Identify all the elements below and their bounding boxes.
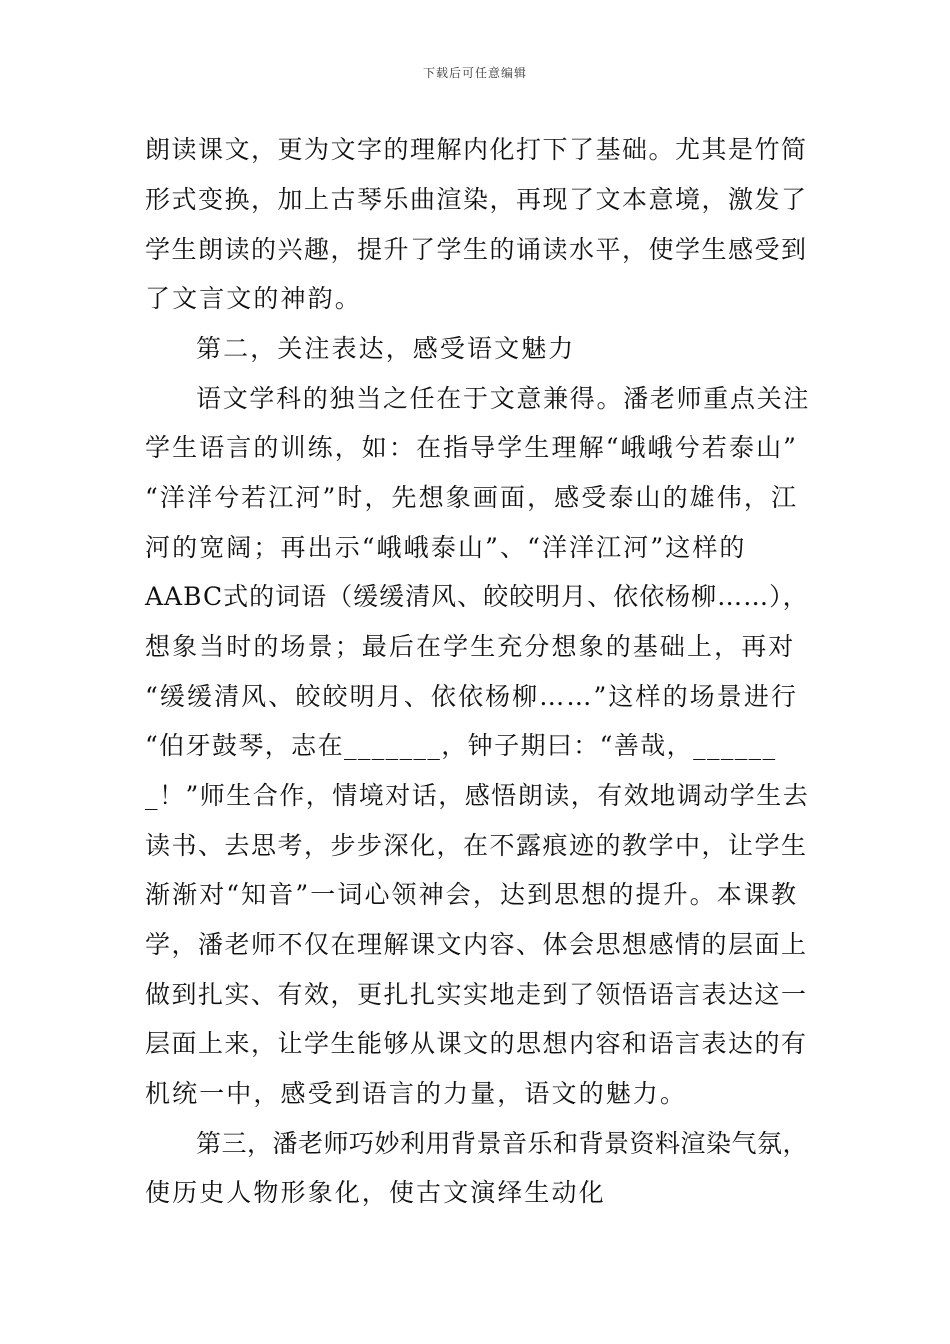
text-line: AABC式的词语（缓缓清风、皎皎明月、依依杨柳……）， — [145, 582, 809, 611]
section-heading-2: 第二，关注表达，感受语文魅力 — [196, 334, 576, 363]
text-line: “伯牙鼓琴，志在_______，钟子期曰：“善哉，______ — [145, 731, 777, 760]
text-line: 渐渐对“知音”一词心领神会，达到思想的提升。本课教 — [145, 880, 799, 909]
text-line: 想象当时的场景；最后在学生充分想象的基础上，再对 — [145, 632, 796, 661]
text-line: 学生语言的训练，如：在指导学生理解“峨峨兮若泰山” — [145, 433, 799, 462]
text-line: 朗读课文，更为文字的理解内化打下了基础。尤其是竹简 — [145, 135, 808, 164]
text-line: 做到扎实、有效，更扎扎实实地走到了领悟语言表达这一 — [145, 980, 808, 1009]
text-line: _！”师生合作，情境对话，感悟朗读，有效地调动学生去 — [145, 781, 810, 810]
text-line: “洋洋兮若江河”时，先想象画面，感受泰山的雄伟，江 — [145, 483, 799, 512]
text-line: 读书、去思考，步步深化，在不露痕迹的教学中，让学生 — [145, 831, 808, 860]
page-header: 下载后可任意编辑 — [422, 66, 527, 80]
text-line: 学生朗读的兴趣，提升了学生的诵读水平，使学生感受到 — [145, 235, 808, 264]
text-line: 使历史人物形象化，使古文演绎生动化 — [145, 1178, 606, 1207]
text-line: 了文言文的神韵。 — [145, 284, 362, 313]
text-line: “缓缓清风、皎皎明月、依依杨柳……”这样的场景进行 — [145, 682, 799, 711]
text-line: 河的宽阔；再出示“峨峨泰山”、“洋洋江河”这样的 — [145, 533, 747, 562]
text-line: 学，潘老师不仅在理解课文内容、体会思想感情的层面上 — [145, 930, 808, 959]
section-heading-3: 第三，潘老师巧妙利用背景音乐和背景资料渲染气氛， — [196, 1129, 809, 1158]
text-line: 机统一中，感受到语言的力量，语文的魅力。 — [145, 1079, 688, 1108]
text-line: 层面上来，让学生能够从课文的思想内容和语言表达的有 — [145, 1029, 808, 1058]
text-line: 形式变换，加上古琴乐曲渲染，再现了文本意境，激发了 — [145, 185, 808, 214]
text-line: 语文学科的独当之任在于文意兼得。潘老师重点关注 — [196, 384, 811, 413]
